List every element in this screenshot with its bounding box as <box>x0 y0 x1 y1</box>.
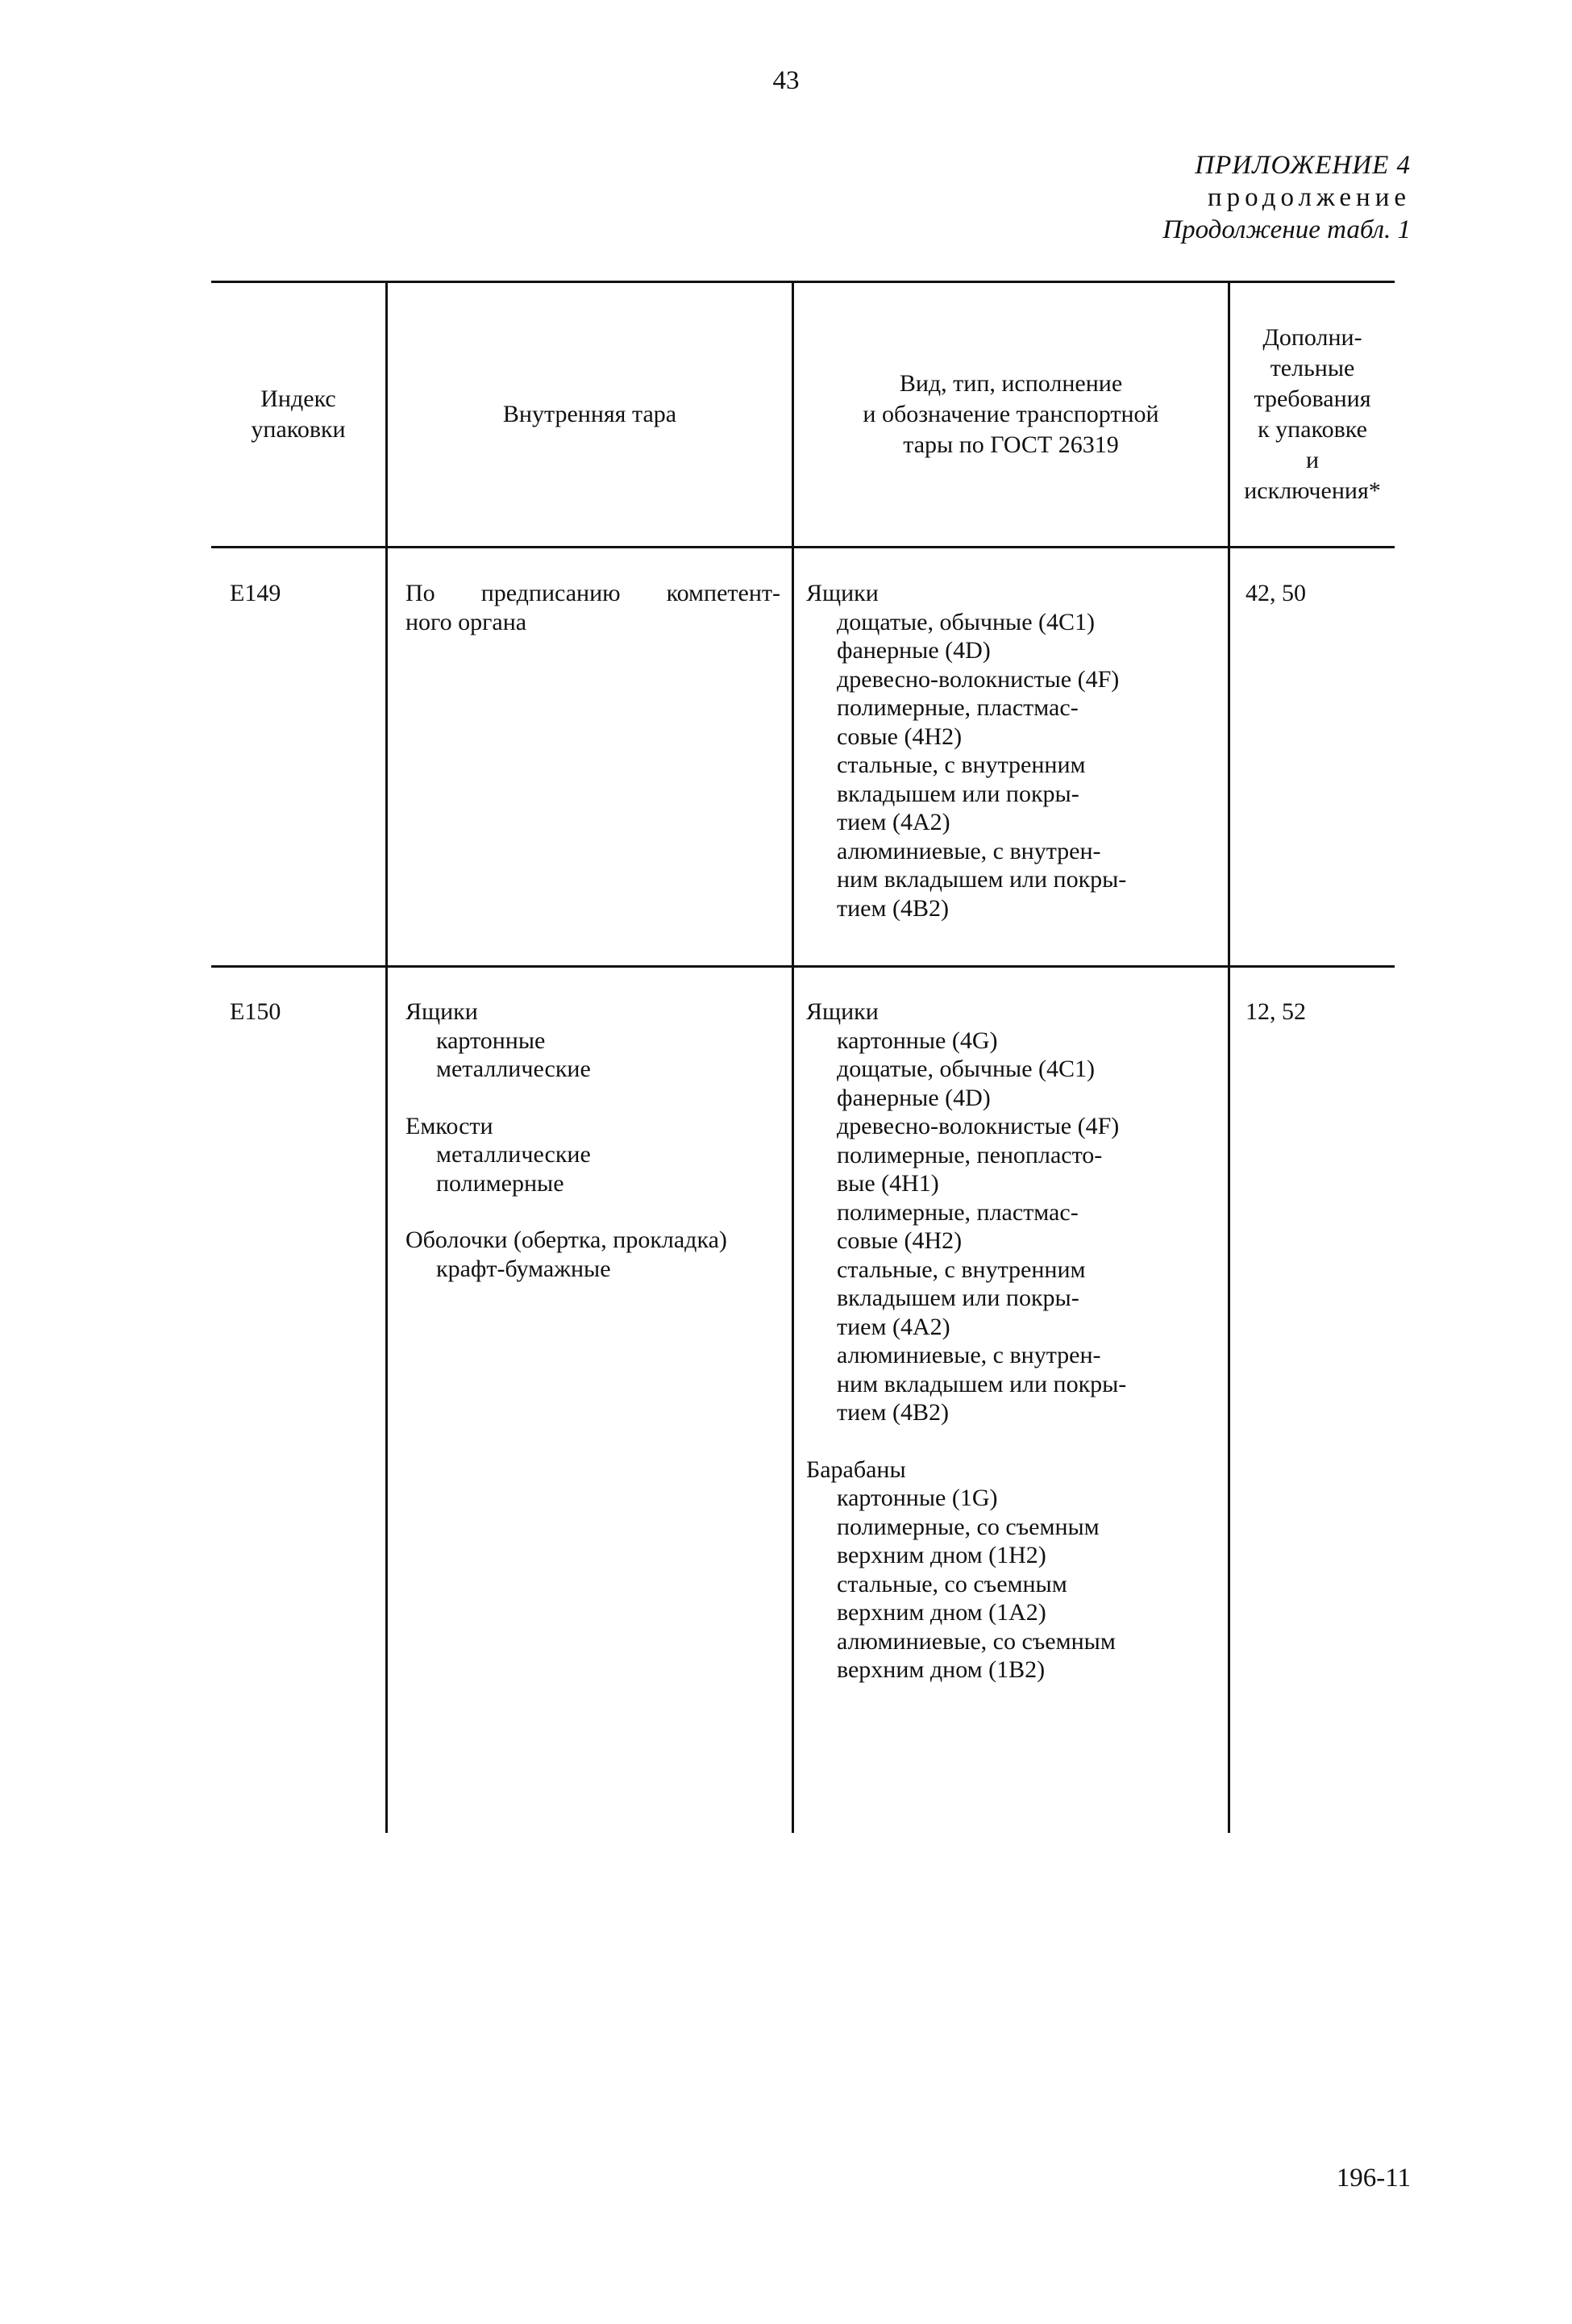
cell-line: тием (4В2) <box>837 894 949 922</box>
cell-line: древесно-волокнистые (4F) <box>837 665 1120 693</box>
cell-line: картонные (1G) <box>837 1485 998 1511</box>
cell-line: ного органа <box>405 608 527 635</box>
row-e150-extra: 12, 52 <box>1246 998 1306 1025</box>
cell-line: тием (4В2) <box>837 1399 949 1426</box>
cell-spacer <box>806 1427 1217 1456</box>
row-separator-rule <box>211 965 1395 968</box>
cell-line: Емкости <box>405 1112 493 1139</box>
header-transport-line: Вид, тип, исполнение <box>899 369 1123 397</box>
cell-line: стальные, с внутренним <box>837 752 1086 778</box>
cell-line: дощатые, обычные (4С1) <box>837 608 1096 635</box>
header-index <box>211 284 385 544</box>
cell-line: По предписанию компетент- <box>405 580 780 606</box>
table-continuation-note: Продолжение табл. 1 <box>1162 215 1411 244</box>
header-extra-requirements <box>1230 284 1395 544</box>
row-e150-index: Е150 <box>230 998 281 1025</box>
appendix-continuation: продолжение <box>1207 183 1411 212</box>
cell-line: стальные, с внутренним <box>837 1256 1086 1283</box>
cell-line: алюминиевые, с внутрен- <box>837 1342 1101 1368</box>
header-extra-line: исключения* <box>1244 477 1381 504</box>
cell-line: Ящики <box>806 998 879 1025</box>
table-top-rule <box>211 281 1395 283</box>
cell-line: вые (4Н1) <box>837 1170 939 1197</box>
cell-spacer <box>405 1084 780 1112</box>
cell-line: полимерные, пластмас- <box>837 1198 1079 1226</box>
row-e150-transport <box>806 997 1217 1685</box>
cell-line: металлические <box>436 1056 591 1082</box>
header-extra-line: требования <box>1254 385 1371 412</box>
footer-code: 196-11 <box>1336 2164 1411 2193</box>
row-e149-index: Е149 <box>230 580 281 606</box>
cell-line: полимерные, пластмас- <box>837 694 1079 721</box>
header-extra-line: Дополни- <box>1262 323 1362 351</box>
header-transport-line: и обозначение транспортной <box>863 400 1159 427</box>
header-transport-line: тары по ГОСТ 26319 <box>903 431 1119 458</box>
row-e150-inner <box>405 997 780 1283</box>
cell-line: Ящики <box>806 580 879 606</box>
row-e149-transport <box>806 579 1217 923</box>
row-e149-extra: 42, 50 <box>1246 580 1306 606</box>
cell-line: картонные <box>436 1027 546 1054</box>
cell-line: крафт-бумажные <box>436 1255 611 1282</box>
header-extra-line: к упаковке <box>1258 415 1367 443</box>
cell-line: дощатые, обычные (4С1) <box>837 1056 1096 1082</box>
header-index-line: Индекс <box>260 385 336 412</box>
cell-spacer <box>405 1197 780 1226</box>
header-extra-line: и <box>1305 446 1320 473</box>
cell-line: стальные, со съемным <box>837 1570 1067 1597</box>
header-bottom-rule <box>211 546 1395 548</box>
appendix-heading <box>1162 149 1411 246</box>
cell-line: ним вкладышем или покры- <box>837 1370 1127 1397</box>
cell-line: фанерные (4D) <box>837 1084 991 1111</box>
cell-line: фанерные (4D) <box>837 637 991 664</box>
appendix-title: ПРИЛОЖЕНИЕ 4 <box>1195 151 1411 180</box>
header-transport-packaging <box>794 284 1228 544</box>
cell-line: металлические <box>436 1141 591 1168</box>
header-index-line: упаковки <box>251 415 346 443</box>
cell-line: Ящики <box>405 998 478 1025</box>
cell-line: картонные (4G) <box>837 1027 998 1054</box>
header-extra-line: тельные <box>1270 354 1355 381</box>
cell-line: верхним дном (1В2) <box>837 1656 1046 1683</box>
cell-line: древесно-волокнистые (4F) <box>837 1113 1120 1139</box>
cell-line: ним вкладышем или покры- <box>837 866 1127 893</box>
cell-line: верхним дном (1Н2) <box>837 1542 1046 1568</box>
row-e149-inner <box>405 579 780 636</box>
cell-line: совые (4Н2) <box>837 1227 963 1254</box>
cell-line: вкладышем или покры- <box>837 780 1079 807</box>
header-inner-packaging <box>388 284 792 544</box>
cell-line: вкладышем или покры- <box>837 1285 1079 1311</box>
cell-line: полимерные, со съемным <box>837 1513 1100 1540</box>
cell-line: верхним дном (1А2) <box>837 1599 1046 1626</box>
cell-line: алюминиевые, с внутрен- <box>837 837 1101 864</box>
page-number: 43 <box>772 66 800 95</box>
cell-line: тием (4А2) <box>837 809 950 835</box>
cell-line: совые (4Н2) <box>837 723 963 750</box>
cell-line: тием (4А2) <box>837 1313 950 1340</box>
cell-line: Барабаны <box>806 1456 906 1483</box>
cell-line: полимерные, пенопласто- <box>837 1141 1103 1168</box>
header-inner-line: Внутренняя тара <box>502 400 677 427</box>
cell-line: Оболочки (обертка, прокладка) <box>405 1227 727 1253</box>
cell-line: полимерные <box>436 1169 564 1197</box>
cell-line: алюминиевые, со съемным <box>837 1627 1116 1655</box>
